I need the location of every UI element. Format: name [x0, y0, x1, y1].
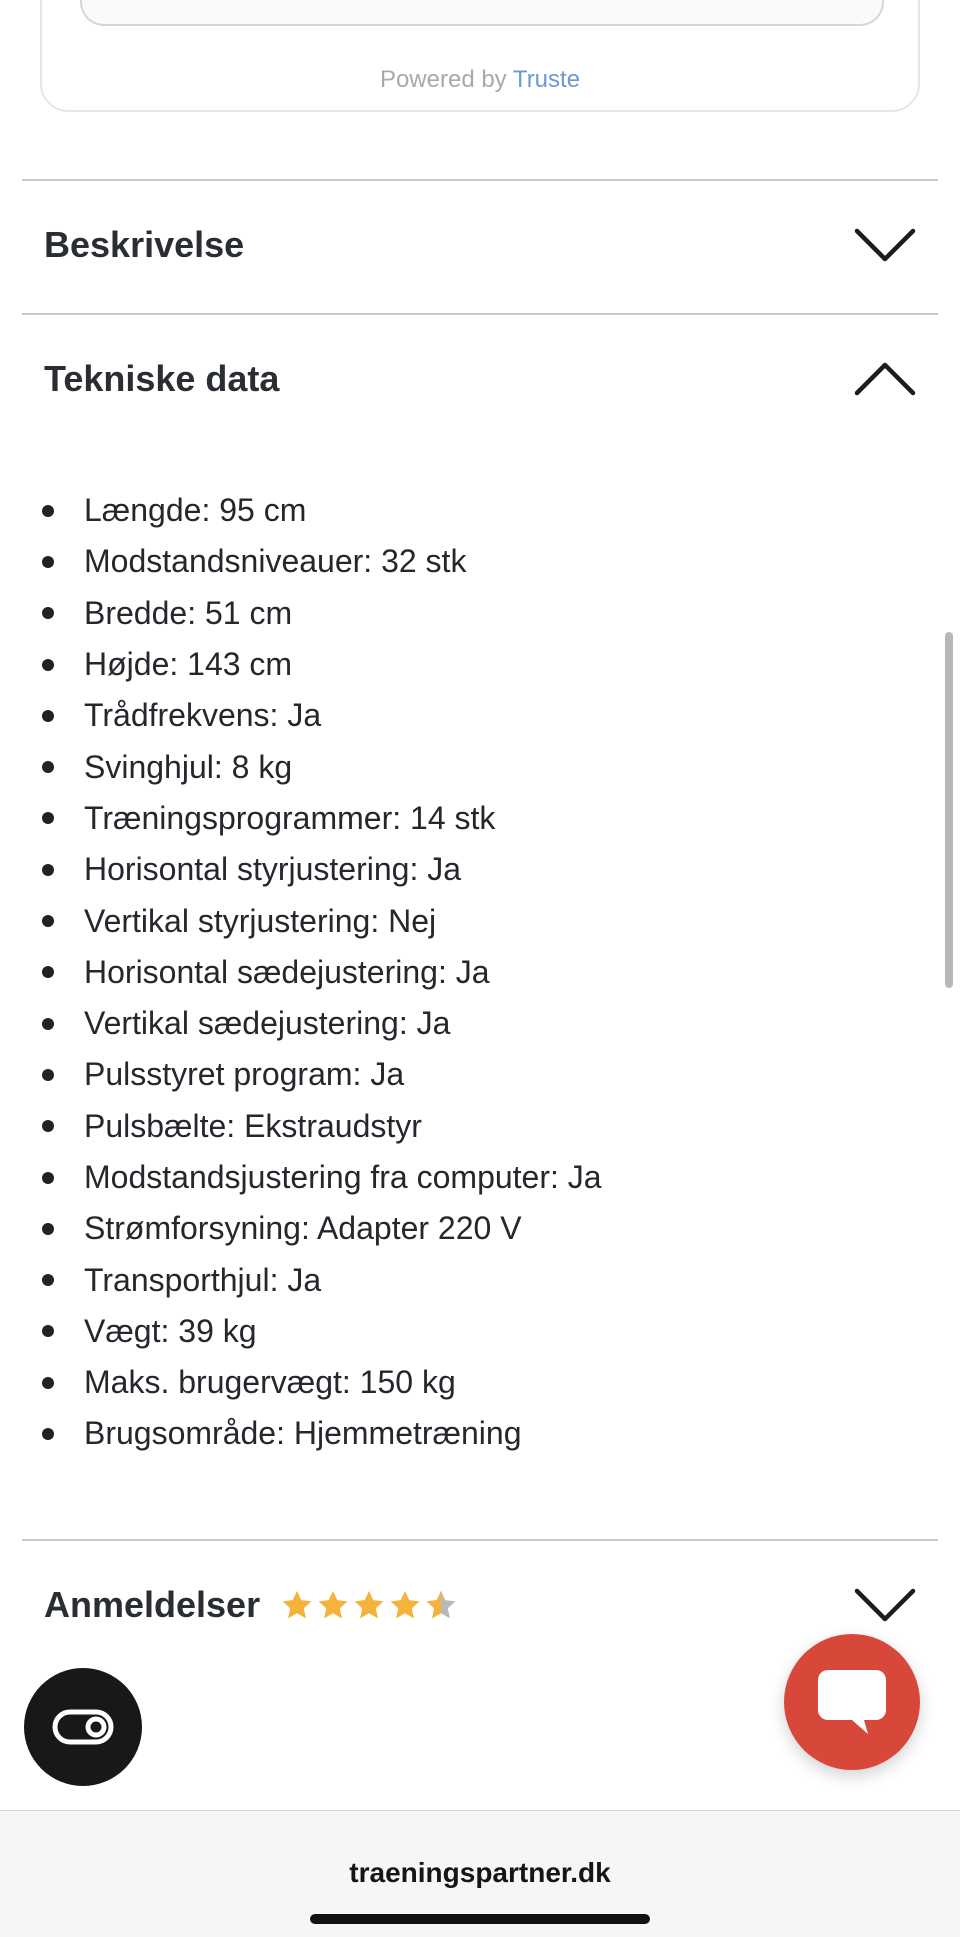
toggle-icon	[52, 1709, 114, 1745]
star-icon	[316, 1588, 350, 1622]
bullet	[42, 659, 54, 671]
spec-text: Modstandsjustering fra computer: Ja	[84, 1159, 602, 1195]
bullet	[42, 915, 54, 927]
url-label[interactable]: traeningspartner.dk	[349, 1857, 611, 1888]
truste-widget[interactable]	[80, 0, 884, 26]
bullet	[42, 1428, 54, 1440]
spec-list	[40, 485, 920, 1460]
accessibility-button[interactable]	[24, 1668, 142, 1786]
list-item	[40, 844, 920, 895]
truste-link[interactable]: Truste	[512, 66, 581, 93]
spec-text: Pulsbælte: Ekstraudstyr	[84, 1107, 422, 1144]
list-item	[40, 536, 920, 587]
list-item	[40, 1408, 920, 1459]
spec-text: Vægt: 39 kg	[84, 1312, 257, 1349]
list-item	[40, 1357, 920, 1408]
powered-by	[42, 66, 918, 94]
chevron-down-icon	[854, 1585, 916, 1625]
spec-text: Brugsområde: Hjemmetræning	[84, 1415, 522, 1452]
spec-text: Transporthjul: Ja	[84, 1261, 322, 1298]
bullet	[42, 607, 54, 619]
list-item	[40, 1101, 920, 1152]
list-item	[40, 793, 920, 844]
list-item	[40, 1306, 920, 1357]
list-item	[40, 588, 920, 639]
spec-text: Højde: 143 cm	[84, 646, 293, 683]
spec-text: Strømforsyning: Adapter 220 V	[84, 1210, 522, 1247]
bullet	[42, 556, 54, 568]
chat-button[interactable]	[784, 1634, 920, 1770]
home-indicator[interactable]	[310, 1914, 650, 1924]
divider	[22, 179, 938, 181]
list-item	[40, 947, 920, 998]
chevron-down-icon	[854, 225, 916, 265]
spec-text: Modstandsniveauer: 32 stk	[84, 543, 467, 580]
star-half-icon	[424, 1588, 458, 1622]
truste-card	[40, 0, 920, 112]
spec-text: Svinghjul: 8 kg	[84, 748, 293, 785]
spec-text: Vertikal styrjustering: Nej	[84, 902, 437, 939]
list-item	[40, 895, 920, 946]
spec-text: Trådfrekvens: Ja	[84, 697, 322, 734]
bullet	[42, 864, 54, 876]
bullet	[42, 1223, 54, 1235]
scrollbar[interactable]	[945, 632, 953, 988]
list-item	[40, 741, 920, 792]
list-item	[40, 1254, 920, 1305]
rating-stars	[280, 1588, 458, 1622]
accordion-title: Anmeldelser	[44, 1584, 261, 1625]
star-icon	[388, 1588, 422, 1622]
spec-text: Vertikal sædejustering: Ja	[84, 1005, 451, 1042]
bullet	[42, 1172, 54, 1184]
bullet	[42, 1377, 54, 1389]
list-item	[40, 998, 920, 1049]
spec-text: Længde: 95 cm	[84, 492, 307, 529]
list-item	[40, 690, 920, 741]
spec-text: Træningsprogrammer: 14 stk	[84, 799, 496, 836]
chevron-up-icon	[854, 359, 916, 399]
list-item	[40, 639, 920, 690]
list-item	[40, 1203, 920, 1254]
bullet	[42, 1274, 54, 1286]
reviews-heading	[44, 1584, 458, 1626]
accordion-title: Tekniske data	[44, 358, 280, 399]
star-icon	[352, 1588, 386, 1622]
bullet	[42, 1325, 54, 1337]
spec-text: Pulsstyret program: Ja	[84, 1056, 405, 1093]
chat-bubble-icon	[814, 1666, 890, 1738]
bullet	[42, 966, 54, 978]
accordion-technical-data[interactable]	[22, 324, 938, 434]
bullet	[42, 761, 54, 773]
list-item	[40, 485, 920, 536]
spec-text: Maks. brugervægt: 150 kg	[84, 1364, 456, 1401]
accordion-reviews[interactable]	[22, 1550, 938, 1660]
bullet	[42, 1069, 54, 1081]
list-item	[40, 1152, 920, 1203]
browser-bottom-bar	[0, 1810, 960, 1937]
spec-text: Horisontal styrjustering: Ja	[84, 851, 462, 888]
accordion-title: Beskrivelse	[44, 224, 245, 265]
list-item	[40, 1049, 920, 1100]
spec-text: Horisontal sædejustering: Ja	[84, 953, 490, 990]
powered-by-prefix: Powered by	[379, 66, 507, 93]
accordion-description[interactable]	[22, 190, 938, 300]
divider	[22, 1539, 938, 1541]
divider	[22, 313, 938, 315]
bullet	[42, 812, 54, 824]
spec-text: Bredde: 51 cm	[84, 594, 293, 631]
bullet	[42, 1120, 54, 1132]
bullet	[42, 505, 54, 517]
star-icon	[280, 1588, 314, 1622]
bullet	[42, 710, 54, 722]
bullet	[42, 1018, 54, 1030]
